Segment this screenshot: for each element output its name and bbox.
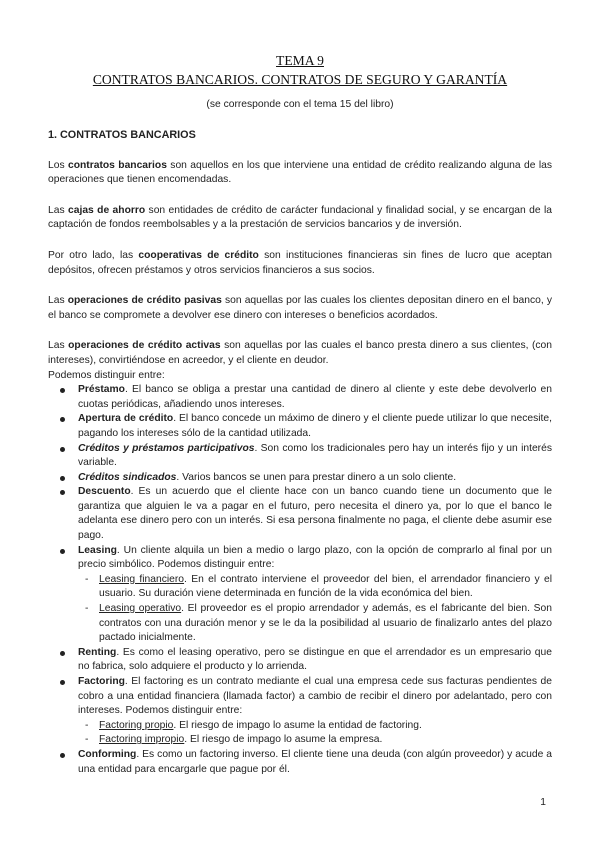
paragraph-operaciones-pasivas: Las operaciones de crédito pasivas son aquellas por las cuales los clientes depositan dinero en el banco, y el banco se compromete a devolver ese dinero con intereses o beneficios acordados. [48, 295, 552, 321]
list-item-apertura-credito: Apertura de crédito. El banco concede un máximo de dinero y el cliente puede utilizar lo que necesite, pagando los intereses sólo de la cantidad utilizada. [60, 412, 552, 441]
page-number: 1 [540, 797, 546, 808]
paragraph-cajas-de-ahorro: Las cajas de ahorro son entidades de crédito de carácter fundacional y finalidad social, y se encargan de la captación de fondos reembolsables y a la prestación de servicios bancarios y de inversión. [48, 204, 552, 231]
paragraph-operaciones-activas: Las operaciones de crédito activas son aquellas por las cuales el banco presta dinero a sus clientes, (con intereses), convirtiéndose en acreedor, y el cliente en deudor. [48, 340, 553, 366]
page-title-topic: TEMA 9 [276, 53, 324, 68]
paragraph-cooperativas: Por otro lado, las cooperativas de crédito son instituciones financieras sin fines de lucro que aceptan depósitos, ofrecen préstamos y otros servicios financieros a sus socios. [48, 249, 552, 276]
sublist-item-factoring-propio: - Factoring propio. El riesgo de impago lo asume la entidad de factoring. [85, 719, 552, 734]
term: cooperativas de crédito [138, 249, 259, 261]
list-item-renting: Renting. Es como el leasing operativo, pero se distingue en que el arrendador es un empresario que no fabrica, solo adquiere el producto y lo arrienda. [60, 646, 552, 675]
term: operaciones de crédito pasivas [67, 295, 222, 307]
sublist-item-factoring-impropio: - Factoring impropio. El riesgo de impago lo asume la empresa. [85, 733, 552, 748]
term: contratos bancarios [67, 159, 167, 171]
list-intro: Podemos distinguir entre: [48, 369, 165, 381]
list-item-factoring: Factoring. El factoring es un contrato mediante el cual una empresa cede sus facturas pendientes de cobro a una entidad financiera (llamada factor) a cambio de recibir el dinero por adelantado, pero con intereses. Podemos distinguir entre: - Factoring propio. El riesgo de impago lo asume la entidad de factoring. - Factoring impropio. El riesgo de impago lo asume la empresa. [60, 675, 552, 748]
list-item-prestamo: Préstamo. El banco se obliga a prestar una cantidad de dinero al cliente y este debe devolverlo en cuotas periódicas, añadiendo unos intereses. [60, 383, 552, 412]
page-subtitle: (se corresponde con el tema 15 del libro) [206, 99, 394, 110]
factoring-sublist [78, 719, 552, 748]
operations-list [48, 383, 552, 777]
term: operaciones de crédito activas [68, 340, 221, 352]
list-item-leasing: Leasing. Un cliente alquila un bien a medio o largo plazo, con la opción de comprarlo al final por un precio simbólico. Podemos distinguir entre: - Leasing financiero. En el contrato interviene el proveedor del bien, el arrendador financiero y el usuario. Su duración viene determinada en función de la vida económica del bien. - Leasing operativo. El proveedor es el propio arrendador y además, es el fabricante del bien. Son contratos con una duración menor y se le da la posibilidad al usuario de finalizarlo antes del plazo pactado inicialmente. [60, 544, 552, 646]
section-heading: 1. CONTRATOS BANCARIOS [48, 128, 196, 141]
list-item-creditos-participativos: Créditos y préstamos participativos. Son como los tradicionales pero hay un interés fijo y un interés variable. [60, 442, 552, 471]
list-item-conforming: Conforming. Es como un factoring inverso. El cliente tiene una deuda (con algún proveedor) y acude a una entidad para encargarle que pague por él. [60, 748, 552, 777]
paragraph-contratos-bancarios: Los contratos bancarios son aquellos en los que interviene una entidad de crédito realizando alguna de las operaciones que tienen encomendadas. [48, 159, 552, 186]
term: cajas de ahorro [68, 204, 146, 216]
page-title-main: CONTRATOS BANCARIOS. CONTRATOS DE SEGURO Y GARANTÍA [92, 72, 508, 87]
list-item-descuento: Descuento. Es un acuerdo que el cliente hace con un banco cuando tiene un documento que le garantiza que alguien le va a pagar en el futuro, pero necesita el dinero ya, por lo que el banco le adelanta ese dinero pero con un interés. Si esa persona finalmente no paga, el cliente debe asumir ese pago. [60, 485, 552, 543]
leasing-sublist [78, 573, 552, 646]
list-item-creditos-sindicados: Créditos sindicados. Varios bancos se unen para prestar dinero a un solo cliente. [60, 471, 552, 486]
sublist-item-leasing-financiero: - Leasing financiero. En el contrato interviene el proveedor del bien, el arrendador financiero y el usuario. Su duración viene determinada en función de la vida económica del bien. [85, 573, 552, 602]
sublist-item-leasing-operativo: - Leasing operativo. El proveedor es el propio arrendador y además, es el fabricante del bien. Son contratos con una duración menor y se le da la posibilidad al usuario de finalizarlo antes del plazo pactado inicialmente. [85, 602, 552, 646]
